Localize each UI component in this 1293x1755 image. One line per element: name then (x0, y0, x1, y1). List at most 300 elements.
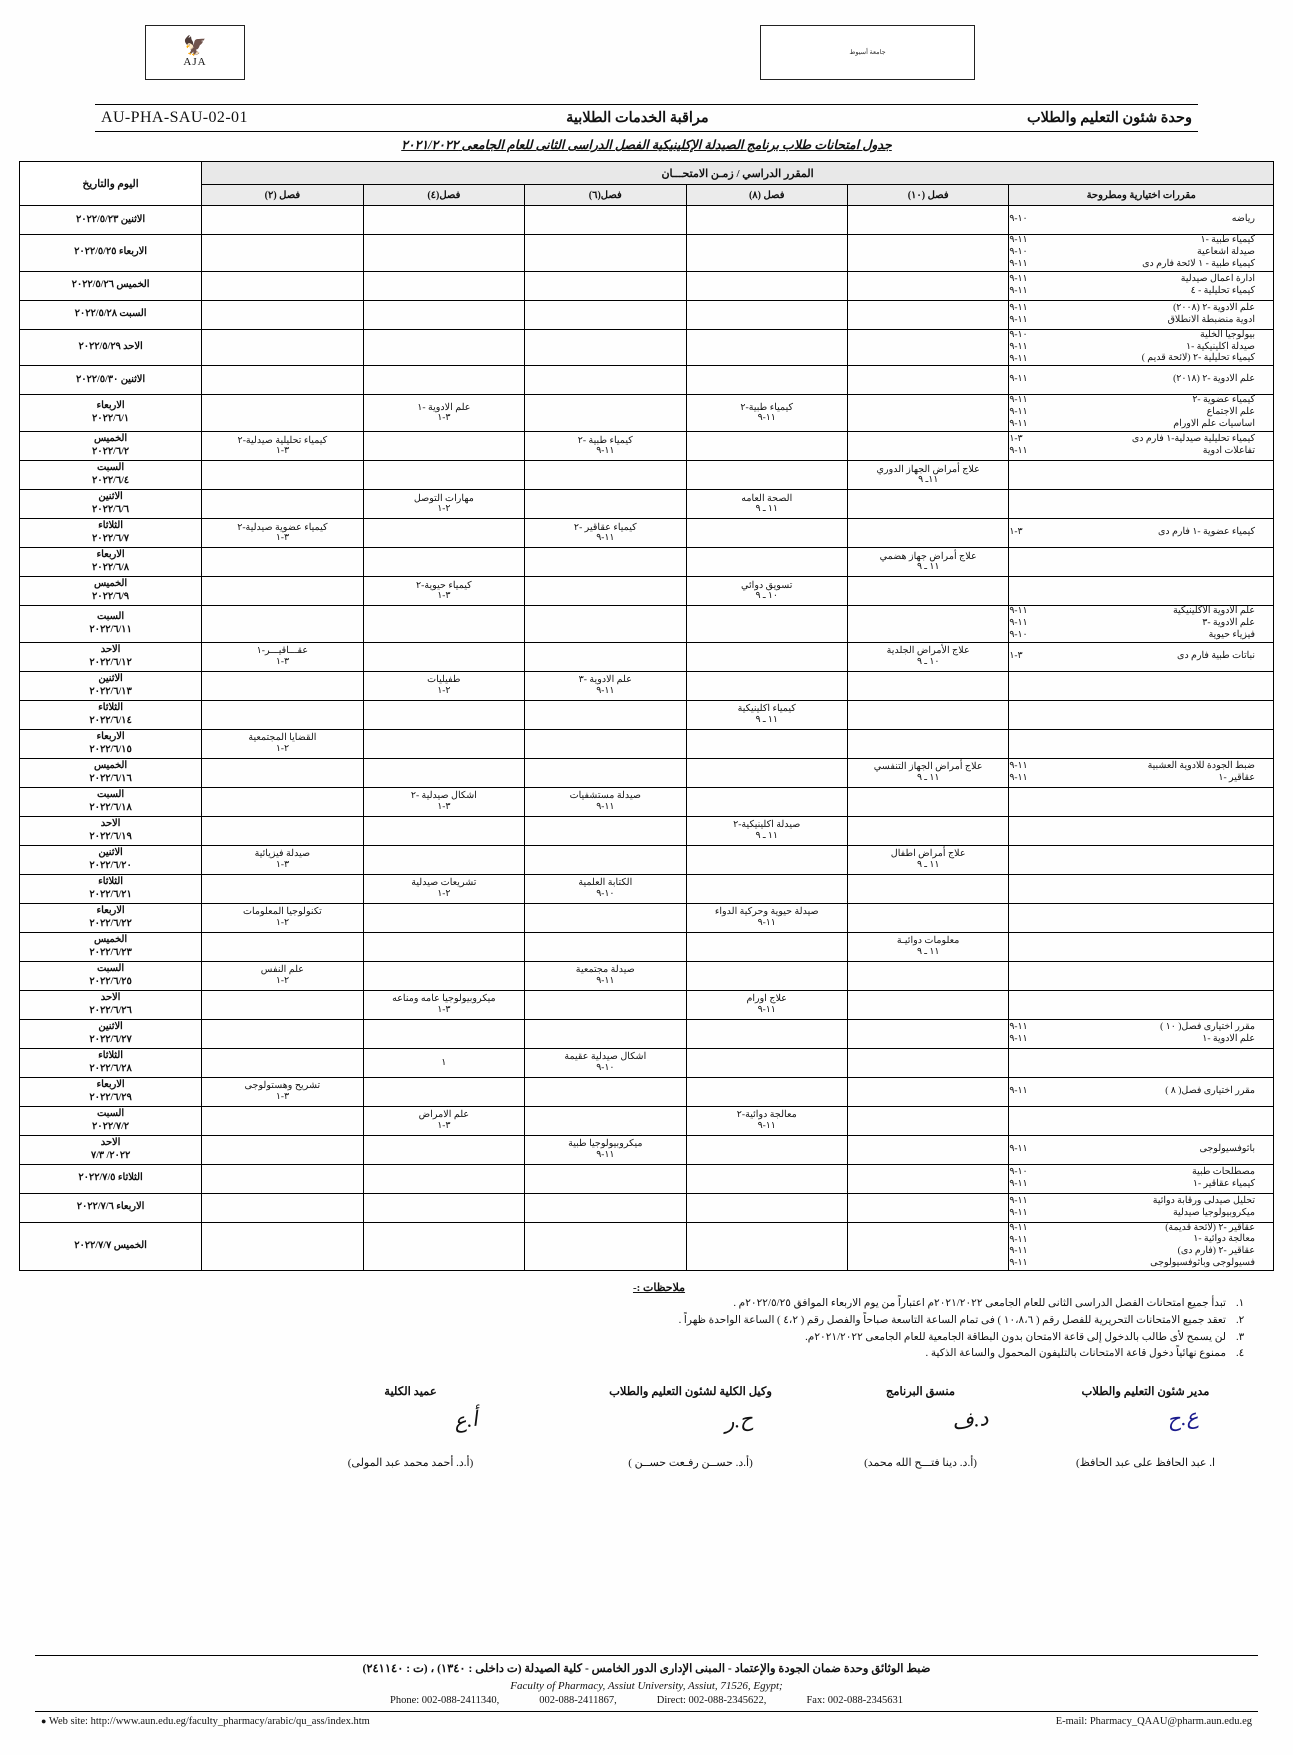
cell-f4 (363, 547, 524, 576)
cell-f10 (847, 932, 1008, 961)
cell-elective (1009, 758, 1274, 787)
elective-entry (1009, 606, 1273, 618)
course-name: الصحة العامه (741, 492, 793, 504)
exam-date: ٢٠٢٢/٦/١٨ (89, 801, 132, 813)
exam-date: الاثنين ٢٠٢٢/٥/٣٠ (75, 373, 146, 385)
cell-f10 (847, 961, 1008, 990)
cell-elective (1009, 518, 1274, 547)
col-header-elective: مقررات اختيارية ومطروحة (1009, 185, 1274, 206)
exam-day: الاثنين (98, 672, 123, 684)
table-row (20, 235, 1274, 272)
course-time: ١٠ ـ ٩ (755, 591, 778, 602)
exam-day: الاحد (100, 1136, 121, 1148)
cell-f6 (525, 1222, 686, 1271)
elective-course-time: ١٠-٩ (1009, 329, 1028, 340)
cell-f6 (525, 1077, 686, 1106)
elective-entry (1009, 1086, 1273, 1098)
cell-f2 (202, 1019, 364, 1048)
cell-date (20, 816, 202, 845)
cell-f2 (202, 1222, 364, 1271)
cell-f10 (847, 1077, 1008, 1106)
footer-email[interactable]: E-mail: Pharmacy_QAAU@pharm.aun.edu.eg (1055, 1716, 1252, 1727)
cell-f10 (847, 642, 1008, 671)
course-name: ميكروبيولوجيا عامه ومناعه (392, 993, 496, 1005)
cell-f10 (847, 431, 1008, 460)
cell-f2 (202, 787, 364, 816)
elective-course-time: ١١-٩ (1009, 1246, 1028, 1257)
cell-f8 (686, 642, 847, 671)
handwriting-mark-0: ع.ح (1165, 1403, 1200, 1432)
cell-f10 (847, 547, 1008, 576)
footer-contacts (35, 1695, 1258, 1706)
course-name: ميكروبيولوجيا طبية (568, 1138, 643, 1150)
cell-date (20, 758, 202, 787)
cell-date (20, 460, 202, 489)
cell-f4 (363, 671, 524, 700)
elective-course-name: باثوفسيولوجى (1199, 1143, 1255, 1154)
cell-f10 (847, 1193, 1008, 1222)
elective-course-time: ١٠-٩ (1009, 214, 1028, 225)
cell-elective (1009, 961, 1274, 990)
course-name: مهارات التوصل (413, 492, 474, 504)
header-unit-label: وحدة شئون التعليم والطلاب (1026, 109, 1192, 126)
cell-f8 (686, 547, 847, 576)
cell-elective (1009, 395, 1274, 432)
aja-logo-text: AJA (183, 56, 207, 68)
note-number: ٢. (1236, 1314, 1245, 1326)
elective-course-name: تفاعلات ادوية (1202, 445, 1255, 456)
cell-f8 (686, 758, 847, 787)
cell-elective (1009, 547, 1274, 576)
cell-f2 (202, 903, 364, 932)
course-name: علم النفس (260, 964, 305, 976)
cell-f6 (525, 460, 686, 489)
elective-course-time: ١١-٩ (1009, 1234, 1028, 1245)
course-time: ٣-١ (275, 446, 289, 457)
elective-course-name: كيمياء عضوية -٢ (1192, 395, 1255, 406)
table-row (20, 700, 1274, 729)
exam-date: ٢٠٢٢/٦/٨ (92, 561, 130, 573)
cell-elective (1009, 1019, 1274, 1048)
course-name: كيمياء اكلينيكية (737, 703, 796, 715)
notes-section (60, 1281, 1258, 1362)
cell-f2 (202, 576, 364, 605)
cell-date (20, 366, 202, 395)
signature-block-3 (303, 1384, 518, 1469)
cell-f6 (525, 671, 686, 700)
cell-f10 (847, 1106, 1008, 1135)
cell-f8 (686, 1222, 847, 1271)
exam-date: الاربعاء ٢٠٢٢/٧/٦ (76, 1201, 145, 1213)
elective-course-time: ٣-١ (1009, 650, 1023, 661)
exam-day: الخميس (93, 433, 128, 445)
cell-f2 (202, 206, 364, 235)
course-name: القضايا المجتمعية (248, 732, 317, 744)
cell-f6 (525, 961, 686, 990)
exam-date: ٢٠٢٢/٦/٦ (92, 503, 130, 515)
cell-f8 (686, 1135, 847, 1164)
table-row (20, 990, 1274, 1019)
cell-f10 (847, 903, 1008, 932)
elective-entry (1009, 630, 1273, 642)
cell-f8 (686, 729, 847, 758)
elective-course-time: ١١-٩ (1009, 1195, 1028, 1206)
exam-day: الثلاثاء (98, 701, 123, 713)
cell-date (20, 1135, 202, 1164)
table-subhead-row (20, 185, 1274, 206)
cell-f2 (202, 758, 364, 787)
cell-f4 (363, 1164, 524, 1193)
cell-f8 (686, 961, 847, 990)
footer-quality-unit: ضبط الوثائق وحدة ضمان الجودة والإعتماد - المبنى الإدارى الدور الخامس - كلية الصيدلة (ت داخلى : ١٣٤٠) ، (ت : ٢٤١١٤٠) (35, 1655, 1258, 1675)
elective-entry (1009, 342, 1273, 354)
cell-f6 (525, 642, 686, 671)
cell-f2 (202, 1077, 364, 1106)
cell-f4 (363, 758, 524, 787)
signature-block-0 (1038, 1384, 1253, 1469)
cell-f6 (525, 1164, 686, 1193)
course-name: الكتابة العلمية (578, 877, 633, 889)
course-time: ٢-١ (275, 917, 289, 928)
cell-f4 (363, 395, 524, 432)
cell-f4 (363, 729, 524, 758)
cell-f2 (202, 729, 364, 758)
exam-date: ٢٠٢٢/٦/٢٧ (89, 1033, 132, 1045)
cell-f2 (202, 460, 364, 489)
col-header-f8: فصل (٨) (686, 185, 847, 206)
course-time: ١١ ـ ٩ (755, 504, 778, 515)
exam-day: الاحد (100, 991, 121, 1003)
signature-block-2 (583, 1384, 798, 1469)
cell-f10 (847, 671, 1008, 700)
cell-f6 (525, 366, 686, 395)
elective-entry (1009, 1022, 1273, 1034)
cell-date (20, 845, 202, 874)
cell-f4 (363, 1019, 524, 1048)
elective-entry (1009, 1167, 1273, 1179)
cell-elective (1009, 300, 1274, 329)
table-row (20, 576, 1274, 605)
footer-direct: Direct: 002-088-2345622, (656, 1695, 767, 1706)
exam-date: الاربعاء ٢٠٢٢/٥/٢٥ (74, 246, 147, 258)
cell-f10 (847, 1135, 1008, 1164)
cell-elective (1009, 460, 1274, 489)
note-item (60, 1347, 1258, 1361)
cell-f10 (847, 874, 1008, 903)
note-number: ١. (1236, 1298, 1245, 1309)
elective-course-name: ادارة اعمال صيدلية (1180, 273, 1255, 284)
cell-f10 (847, 489, 1008, 518)
cell-f2 (202, 300, 364, 329)
cell-elective (1009, 671, 1274, 700)
exam-day: الاربعاء (96, 730, 125, 742)
table-row (20, 1077, 1274, 1106)
signature-role-3: عميد الكلية (384, 1385, 437, 1398)
cell-elective (1009, 1135, 1274, 1164)
cell-f8 (686, 700, 847, 729)
exam-date: ٢٠٢٢/٦/١ (92, 413, 130, 425)
footer-website[interactable] (41, 1716, 370, 1727)
exam-date: ٢٠٢٢/٦/٢١ (89, 888, 132, 900)
cell-f2 (202, 489, 364, 518)
cell-date (20, 961, 202, 990)
exam-day: الاحد (100, 643, 121, 655)
cell-date (20, 547, 202, 576)
cell-date (20, 787, 202, 816)
elective-course-time: ١٠-٩ (1009, 1166, 1028, 1177)
elective-course-name: معالجة دوائية -١ (1193, 1234, 1255, 1245)
elective-course-name: ميكروبيولوجيا صيدلية (1172, 1207, 1255, 1218)
cell-f2 (202, 1193, 364, 1222)
elective-entry (1009, 419, 1273, 431)
cell-f10 (847, 576, 1008, 605)
table-row (20, 1048, 1274, 1077)
table-row (20, 547, 1274, 576)
cell-f10 (847, 329, 1008, 366)
table-row (20, 1019, 1274, 1048)
note-item (60, 1331, 1258, 1345)
elective-course-name: كيمياء تحليلية صيدلية-١ فارم دى (1131, 434, 1255, 444)
cell-f10 (847, 206, 1008, 235)
exam-date: ٢٠٢٢/٦/٢٥ (89, 975, 132, 987)
logo-band (0, 0, 1293, 100)
footer-divider (35, 1711, 1258, 1712)
cell-f8 (686, 460, 847, 489)
cell-f6 (525, 874, 686, 903)
exam-day: الاحد (100, 817, 121, 829)
exam-day: السبت (97, 1107, 125, 1119)
cell-elective (1009, 366, 1274, 395)
note-text: ممنوع نهائياً دخول قاعة الامتحانات بالتليفون المحمول والساعة الذكية . (925, 1348, 1226, 1360)
elective-course-time: ١١-٩ (1009, 1258, 1028, 1269)
cell-f6 (525, 605, 686, 642)
elective-course-name: مصطلحات طبية (1192, 1166, 1255, 1177)
course-time: ١١-٩ (757, 1120, 776, 1131)
table-row (20, 845, 1274, 874)
cell-f4 (363, 1106, 524, 1135)
course-name: علم الادوية -٣ (578, 674, 632, 686)
course-time: ٢-١ (437, 685, 451, 696)
elective-course-time: ١١-٩ (1009, 407, 1028, 418)
course-time: ٣-١ (437, 1120, 451, 1131)
table-row (20, 300, 1274, 329)
cell-f4 (363, 700, 524, 729)
cell-elective (1009, 990, 1274, 1019)
cell-f2 (202, 932, 364, 961)
cell-elective (1009, 874, 1274, 903)
cell-f8 (686, 1019, 847, 1048)
cell-date (20, 903, 202, 932)
cell-f8 (686, 518, 847, 547)
cell-f6 (525, 903, 686, 932)
elective-course-name: كيمياء تحليلية -٢ (لائحة قديم ) (1141, 353, 1255, 364)
cell-f4 (363, 874, 524, 903)
cell-date (20, 932, 202, 961)
cell-f6 (525, 329, 686, 366)
course-name: اشكال صيدلية -٢ (410, 790, 477, 802)
elective-course-name: عقاقير -١ (1218, 772, 1255, 783)
cell-date (20, 605, 202, 642)
cell-f2 (202, 271, 364, 300)
elective-course-time: ١١-٩ (1009, 617, 1028, 628)
elective-course-name: كيمياء طبية -١ (1200, 235, 1255, 245)
course-name: تسويق دوائي (740, 579, 793, 591)
elective-course-time: ١١-٩ (1009, 1207, 1028, 1218)
table-body (20, 206, 1274, 1271)
table-band-row (20, 162, 1274, 185)
course-time: ٢-١ (275, 975, 289, 986)
cell-f6 (525, 518, 686, 547)
cell-date (20, 395, 202, 432)
note-number: ٤. (1236, 1348, 1245, 1360)
course-time: ١١ ـ ٩ (916, 562, 940, 573)
table-row (20, 431, 1274, 460)
cell-f8 (686, 329, 847, 366)
elective-course-name: كيمياء عقاقير -١ (1192, 1178, 1255, 1189)
elective-course-time: ١١-٩ (1009, 285, 1028, 296)
elective-course-time: ١٠-٩ (1009, 247, 1028, 257)
elective-course-time: ١١-٩ (1009, 1222, 1028, 1233)
elective-course-name: فسيولوجى وباثوفسيولوجى (1150, 1258, 1255, 1269)
cell-f8 (686, 395, 847, 432)
cell-f10 (847, 235, 1008, 272)
table-row (20, 366, 1274, 395)
exam-date: ٢٠٢٢/٦/٢٠ (89, 859, 132, 871)
signature-name-2: (أ.د. حســن رفـعت حســن ) (628, 1456, 753, 1469)
cell-f4 (363, 271, 524, 300)
elective-course-time: ١١-٩ (1009, 273, 1028, 284)
cell-elective (1009, 1164, 1274, 1193)
table-row (20, 605, 1274, 642)
cell-elective (1009, 431, 1274, 460)
cell-f2 (202, 816, 364, 845)
exam-day: الاثنين (98, 846, 123, 858)
course-time: ٣-١ (275, 533, 289, 544)
table-row (20, 206, 1274, 235)
exam-day: السبت (97, 788, 125, 800)
table-row (20, 1164, 1274, 1193)
handwriting-mark-3: أ.ع (452, 1406, 480, 1434)
university-logo-text: جامعة أسيوط (849, 48, 886, 56)
cell-f2 (202, 642, 364, 671)
exam-date: ٢٠٢٢/٦/١٥ (89, 743, 132, 755)
elective-course-time: ١١-٩ (1009, 353, 1028, 364)
elective-course-time: ١١-٩ (1009, 1033, 1028, 1044)
elective-course-name: مقرر اختيارى فصل( ١٠ ) (1160, 1021, 1255, 1032)
course-name: علم الادوية -١ (417, 401, 471, 413)
elective-course-name: اساسيات علم الاورام (1173, 419, 1255, 429)
elective-entry (1009, 315, 1273, 327)
cell-f10 (847, 366, 1008, 395)
elective-course-time: ٣-١ (1009, 527, 1023, 538)
course-time: ١١-٩ (596, 975, 615, 986)
cell-f10 (847, 518, 1008, 547)
cell-f2 (202, 547, 364, 576)
table-row (20, 729, 1274, 758)
course-name: كيمياء عقاقير -٢ (573, 521, 637, 533)
table-row (20, 961, 1274, 990)
cell-elective (1009, 329, 1274, 366)
cell-date (20, 700, 202, 729)
elective-course-time: ١١-٩ (1009, 258, 1028, 269)
cell-elective (1009, 605, 1274, 642)
cell-f4 (363, 235, 524, 272)
cell-date (20, 271, 202, 300)
elective-entry (1009, 214, 1273, 226)
cell-date (20, 874, 202, 903)
course-name: علاج أمراض جهاز هضمي (879, 550, 977, 562)
elective-course-name: علم الادوية -٢ (٢٠٠٨) (1173, 302, 1255, 313)
cell-f4 (363, 642, 524, 671)
cell-f8 (686, 1048, 847, 1077)
elective-course-name: صيدلة اكلينيكية -١ (1185, 341, 1255, 352)
cell-elective (1009, 642, 1274, 671)
cell-f10 (847, 1048, 1008, 1077)
elective-course-name: علم الاجتماع (1206, 407, 1255, 418)
table-row (20, 816, 1274, 845)
cell-f6 (525, 206, 686, 235)
elective-entry (1009, 773, 1273, 785)
course-time: ١١ ـ ٩ (916, 946, 940, 957)
cell-elective (1009, 1106, 1274, 1135)
elective-entry (1009, 303, 1273, 315)
elective-course-time: ١١-٩ (1009, 1143, 1028, 1154)
course-time: ٢-١ (437, 888, 451, 899)
elective-course-name: كيمياء طبية - ١ لائحة فارم دى (1142, 258, 1255, 269)
signature-block-1 (813, 1384, 1028, 1469)
cell-f4 (363, 903, 524, 932)
cell-f2 (202, 990, 364, 1019)
course-time: ٢-١ (275, 743, 289, 754)
col-header-f10: فصل (١٠) (847, 185, 1008, 206)
exam-day: السبت (97, 610, 125, 622)
table-row (20, 271, 1274, 300)
exam-day: الخميس (93, 759, 128, 771)
cell-f4 (363, 1077, 524, 1106)
cell-f2 (202, 874, 364, 903)
elective-entry (1009, 1196, 1273, 1208)
elective-entry (1009, 1234, 1273, 1246)
cell-f6 (525, 700, 686, 729)
exam-date: ٢٠٢٢/٦/٢٦ (89, 1004, 132, 1016)
elective-course-time: ١١-٩ (1009, 341, 1028, 352)
course-time: ٣-١ (275, 656, 289, 667)
course-time: ٣-١ (275, 1091, 289, 1102)
cell-elective (1009, 1193, 1274, 1222)
cell-date (20, 1164, 202, 1193)
exam-date: ٢٠٢٢/٦/٢ (92, 445, 130, 457)
table-row (20, 1106, 1274, 1135)
course-time: ١١-٩ (596, 685, 615, 696)
exam-day: الاربعاء (96, 400, 125, 412)
elective-course-time: ١١-٩ (1009, 1021, 1028, 1032)
cell-f6 (525, 816, 686, 845)
course-time: ١٠ ـ ٩ (916, 656, 940, 667)
university-logo (760, 25, 975, 80)
elective-entry (1009, 1208, 1273, 1220)
elective-course-name: علم الادوية الاكلينيكية (1172, 605, 1255, 616)
exam-day: الثلاثاء (98, 520, 123, 532)
course-time: ٣-١ (437, 1004, 451, 1015)
footer-fax: Fax: 002-088-2345631 (806, 1695, 903, 1706)
cell-f8 (686, 1193, 847, 1222)
course-time: ٣-١ (437, 591, 451, 602)
elective-entry (1009, 374, 1273, 386)
cell-date (20, 642, 202, 671)
cell-f8 (686, 489, 847, 518)
cell-elective (1009, 1048, 1274, 1077)
cell-date (20, 235, 202, 272)
